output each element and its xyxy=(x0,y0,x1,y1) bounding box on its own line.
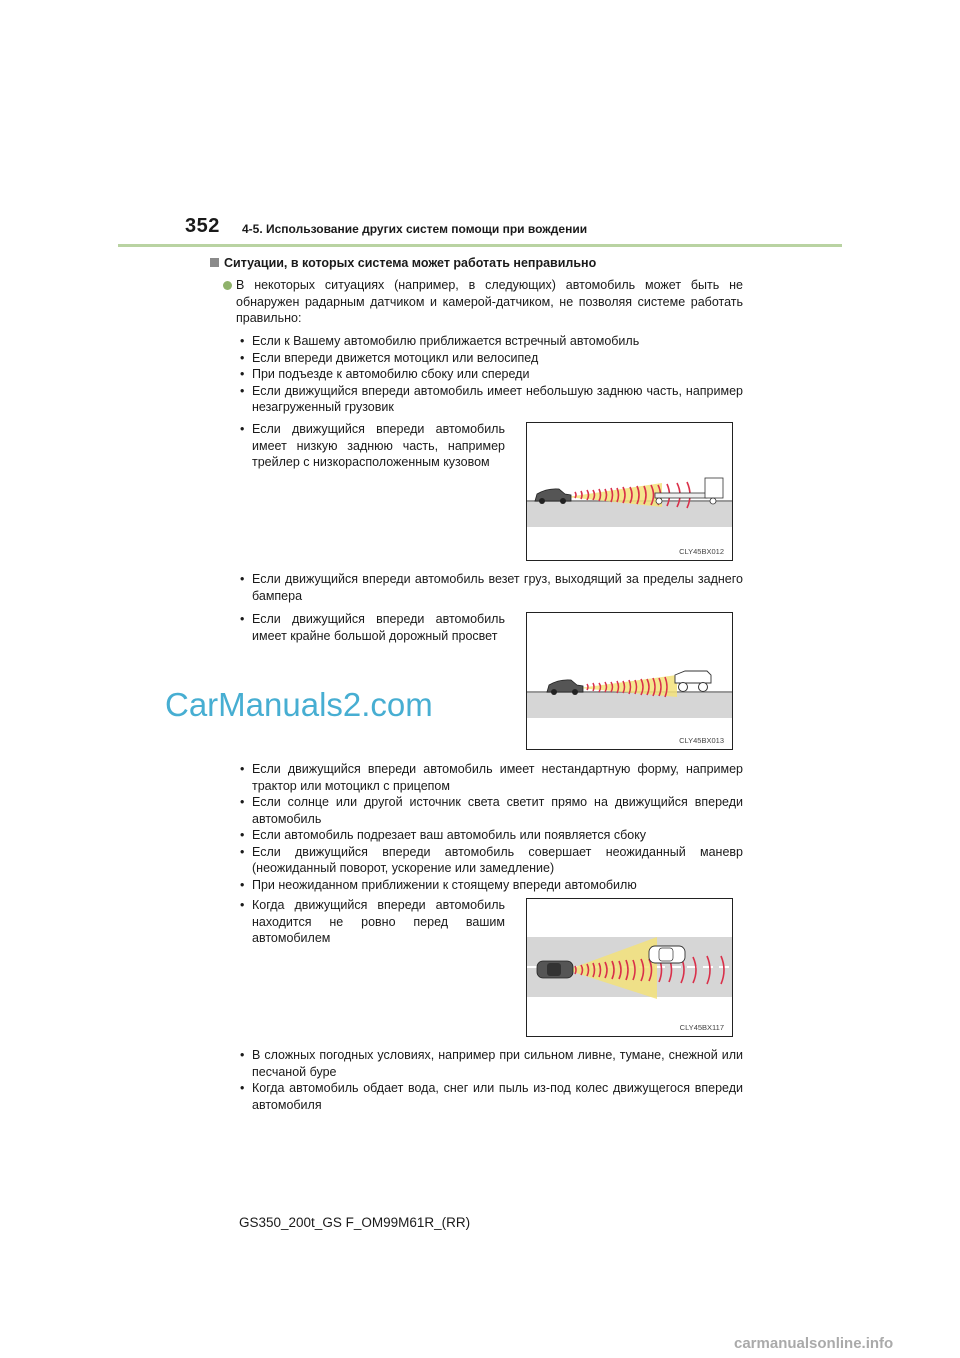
bullet-list-a xyxy=(238,333,743,416)
section-title: Ситуации, в которых система может работать неправильно xyxy=(224,256,597,270)
list-item: • Когда движущийся впереди автомобиль находится не ровно перед вашим автомобилем xyxy=(238,897,505,947)
square-bullet-icon xyxy=(210,258,219,267)
page-number: 352 xyxy=(185,215,220,237)
illustration-low-trailer xyxy=(527,423,732,560)
list-item: • Если впереди движется мотоцикл или велосипед xyxy=(238,350,743,367)
list-item: • Если движущийся впереди автомобиль имеет крайне большой дорожный просвет xyxy=(238,611,505,644)
list-item: • Если автомобиль подрезает ваш автомобиль или появляется сбоку xyxy=(238,827,743,844)
figure-code: CLY45BX117 xyxy=(679,1023,724,1032)
bullet-list-d xyxy=(238,611,505,644)
list-item: • Если движущийся впереди автомобиль имеет небольшую заднюю часть, например незагруженный грузовик xyxy=(238,383,743,416)
intro-text: В некоторых ситуациях (например, в следующих) автомобиль может быть не обнаружен радарным датчиком и камерой-датчиком, не позволяя системе работать правильно: xyxy=(236,278,743,325)
list-item: • При подъезде к автомобилю сбоку или спереди xyxy=(238,366,743,383)
section-heading xyxy=(210,256,596,270)
figure-low-trailer xyxy=(526,422,733,561)
watermark: CarManuals2.com xyxy=(165,686,433,723)
list-item: • Если солнце или другой источник света светит прямо на движущийся впереди автомобиль xyxy=(238,794,743,827)
bullet-list-g xyxy=(238,1047,743,1113)
list-item: • Если движущийся впереди автомобиль совершает неожиданный маневр (неожиданный поворот, ускорение или замедление) xyxy=(238,844,743,877)
header-rule xyxy=(118,244,842,247)
figure-offset-vehicle xyxy=(526,898,733,1037)
bottom-logo: carmanualsonline.info xyxy=(734,1335,894,1352)
list-item: • Если движущийся впереди автомобиль имеет нестандартную форму, например трактор или мотоцикл с прицепом xyxy=(238,761,743,794)
list-item: • Если движущийся впереди автомобиль имеет низкую заднюю часть, например трейлер с низкорасположенным кузовом xyxy=(238,421,505,471)
round-bullet-icon xyxy=(223,281,232,290)
illustration-high-clearance xyxy=(527,613,732,749)
chapter-title: 4-5. Использование других систем помощи при вождении xyxy=(242,222,588,236)
list-item: • Если движущийся впереди автомобиль везет груз, выходящий за пределы заднего бампера xyxy=(238,571,743,604)
bullet-list-b xyxy=(238,421,505,471)
bullet-list-e xyxy=(238,761,743,893)
list-item: • Если к Вашему автомобилю приближается встречный автомобиль xyxy=(238,333,743,350)
figure-code: CLY45BX012 xyxy=(679,547,724,556)
intro-paragraph xyxy=(236,277,743,327)
bullet-list-c xyxy=(238,571,743,604)
illustration-offset-vehicle xyxy=(527,899,732,1036)
list-item: • Когда автомобиль обдает вода, снег или пыль из-под колес движущегося впереди автомобиля xyxy=(238,1080,743,1113)
list-item: • В сложных погодных условиях, например при сильном ливне, тумане, снежной или песчаной буре xyxy=(238,1047,743,1080)
figure-high-clearance xyxy=(526,612,733,750)
bullet-list-f xyxy=(238,897,505,947)
figure-code: CLY45BX013 xyxy=(679,736,724,745)
footer-document-code: GS350_200t_GS F_OM99M61R_(RR) xyxy=(239,1215,471,1230)
list-item: • При неожиданном приближении к стоящему впереди автомобилю xyxy=(238,877,743,894)
